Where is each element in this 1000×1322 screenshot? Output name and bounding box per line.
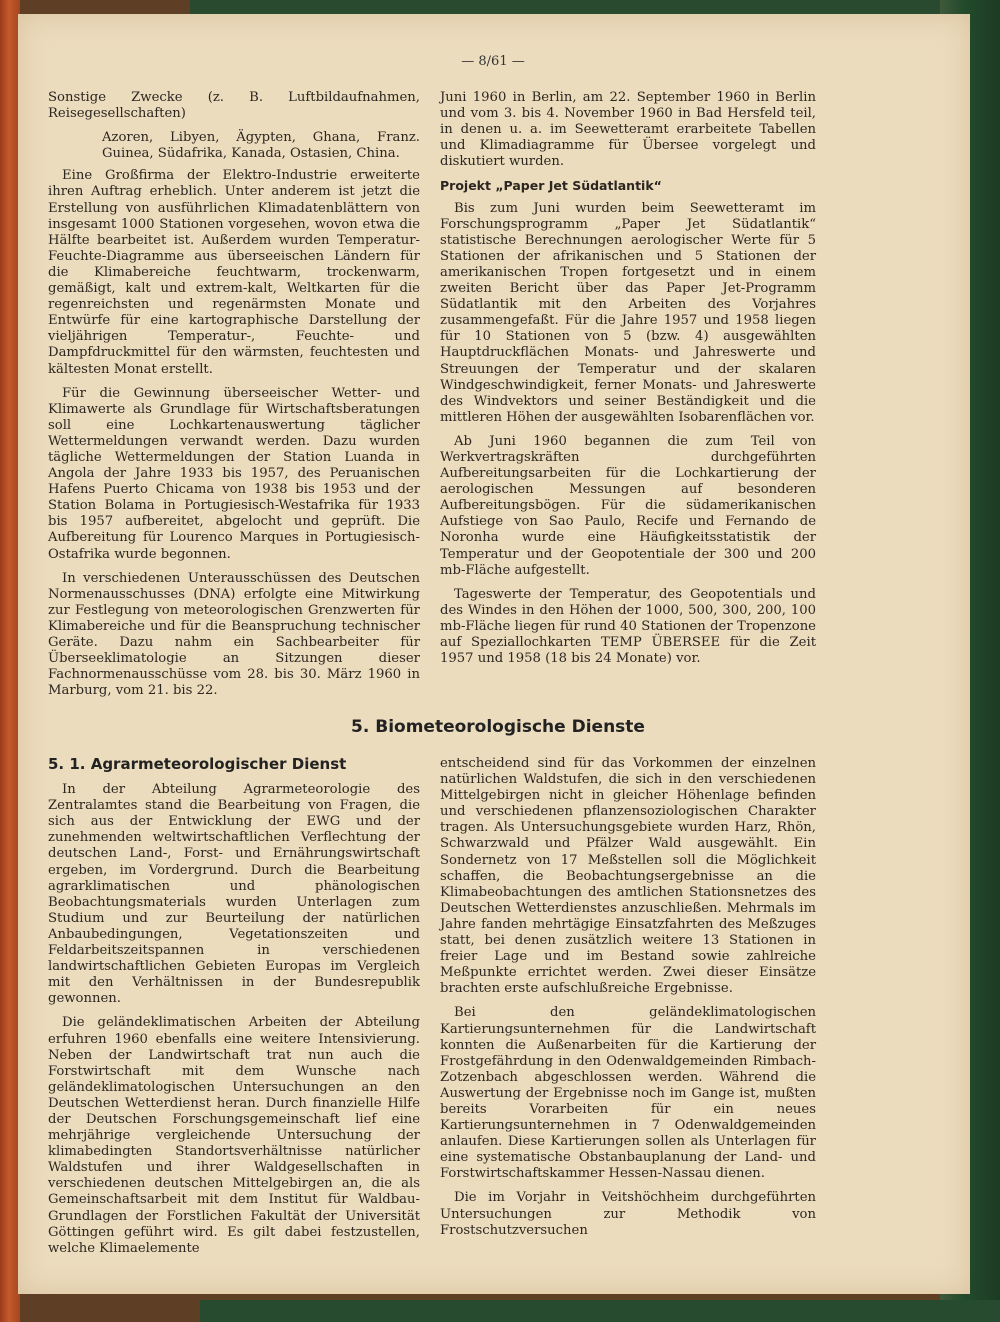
paragraph: Bei den geländeklimatologischen Kartierungsunternehmen für die Landwirtschaft konnten die Außenarbeiten für die Kartierung der Frostgefährdung in den Odenwaldgemeinden Rimbach-Zotzenbach abgeschlossen werden. Während die Auswertung der Ergebnisse noch im Gange ist, mußten bereits Vorarbeiten für ein neues Kartierungsunternehmen in 7 Odenwaldgemeinden anlaufen. Diese Kartierungen sollen als Unterlagen für eine systematische Obstanbauplanung der Land- und Forstwirtschaftskammer Hessen-Nassau dienen.	[440, 1005, 816, 1182]
page-number: — 8/61 —	[461, 54, 525, 69]
paragraph: Eine Großfirma der Elektro-Industrie erweiterte ihren Auftrag erheblich. Unter anderem ist jetzt die Erstellung von ausführlichen Klimadatenblättern von insgesamt 1000 Stationen vorgesehen, wovon etwa die Hälfte bearbeitet ist. Außerdem wurden Temperatur-Feuchte-Diagramme aus überseeischen Ländern für die Klimabereiche feuchtwarm, trockenwarm, gemäßigt, kalt und extrem-kalt, Weltkarten für die regenreichsten und regenärmsten Monate und Entwürfe für eine kartographische Darstellung der vieljährigen Temperatur-, Feuchte- und Dampfdruckmittel für den wärmsten, feuchtesten und kältesten Monat erstellt.	[48, 168, 420, 377]
paragraph: Die im Vorjahr in Veitshöchheim durchgeführten Untersuchungen zur Methodik von Frostschutzversuchen	[440, 1190, 816, 1238]
document-page	[18, 14, 970, 1294]
left-page-edge	[0, 0, 20, 1322]
subsection-heading: 5. 1. Agrarmeteorologischer Dienst	[48, 755, 347, 773]
upper-left-column	[48, 90, 420, 707]
paragraph: Tageswerte der Temperatur, des Geopotentials und des Windes in den Höhen der 1000, 500, 300, 200, 100 mb-Fläche liegen für rund 40 Stationen der Tropenzone auf Speziallochkarten TEMP ÜBERSEE für die Zeit 1957 und 1958 (18 bis 24 Monate) vor.	[440, 586, 816, 667]
paragraph: Juni 1960 in Berlin, am 22. September 1960 in Berlin und vom 3. bis 4. November 1960 in Bad Hersfeld teil, in denen u. a. im Seewetteramt erarbeitete Tabellen und Klimadiagramme für Übersee vorgelegt und diskutiert wurden.	[440, 90, 816, 170]
binding-bottom	[200, 1300, 1000, 1322]
upper-right-column	[440, 90, 816, 675]
lower-left-column	[48, 756, 420, 1265]
paragraph: Die geländeklimatischen Arbeiten der Abteilung erfuhren 1960 ebenfalls eine weitere Intensivierung. Neben der Landwirtschaft trat nun auch die Forstwirtschaft mit dem Wunsche nach geländeklimatologischen Untersuchungen an den Deutschen Wetterdienst heran. Durch finanzielle Hilfe der Deutschen Forschungsgemeinschaft lief eine mehrjährige vergleichende Untersuchung der klimabedingten Standortsverhältnisse natürlicher Waldstufen und ihrer Waldgesellschaften in verschiedenen deutschen Mittelgebirgen an, die als Gemeinschaftsarbeit mit dem Institut für Waldbau-Grundlagen der Forstlichen Fakultät der Universität Göttingen geführt wird. Es gilt dabei festzustellen, welche Klimaelemente	[48, 1015, 420, 1256]
paragraph: entscheidend sind für das Vorkommen der einzelnen natürlichen Waldstufen, die sich in den verschiedenen Mittelgebirgen nicht in gleicher Höhenlage befinden und verschiedenen pflanzensoziologischen Charakter tragen. Als Untersuchungsgebiete wurden Harz, Rhön, Schwarzwald und Pfälzer Wald ausgewählt. Ein Sondernetz von 17 Meßstellen soll die Möglichkeit schaffen, die Beobachtungsergebnisse an die Klimabeobachtungen des amtlichen Stationsnetzes des Deutschen Wetterdienstes anzuschließen. Mehrmals im Jahre fanden mehrtägige Einsatzfahrten des Meßzuges statt, bei denen zusätzlich weitere 13 Stationen in freier Lage und im Bestand sowie zahlreiche Meßpunkte errichtet werden. Zwei dieser Einsätze brachten erste aufschlußreiche Ergebnisse.	[440, 756, 816, 997]
chapter-title: 5. Biometeorologische Dienste	[351, 717, 645, 737]
paragraph: In der Abteilung Agrarmeteorologie des Zentralamtes stand die Bearbeitung von Fragen, die sich aus der Entwicklung der EWG und der zunehmenden weltwirtschaftlichen Verflechtung der deutschen Land-, Forst- und Ernährungswirtschaft ergeben, im Vordergrund. Durch die Bearbeitung agrarklimatischen und phänologischen Beobachtungsmaterials wurden Unterlagen zum Studium und zur Beurteilung der natürlichen Anbaubedingungen, Vegetationszeiten und Feldarbeitszeitspannen in verschiedenen landwirtschaftlichen Gebieten Europas im Vergleich mit den Verhältnissen in der Bundesrepublik gewonnen.	[48, 782, 420, 1007]
country-list: Azoren, Libyen, Ägypten, Ghana, Franz. Guinea, Südafrika, Kanada, Ostasien, China.	[102, 130, 420, 162]
paragraph: Für die Gewinnung überseeischer Wetter- und Klimawerte als Grundlage für Wirtschaftsberatungen soll eine Lochkartenauswertung täglicher Wettermeldungen verwandt werden. Dazu wurden tägliche Wettermeldungen der Station Luanda in Angola der Jahre 1933 bis 1957, des Peruanischen Hafens Puerto Chicama von 1938 bis 1953 und der Station Bolama in Portugiesisch-Westafrika für 1933 bis 1957 aufbereitet, abgelocht und geprüft. Die Aufbereitung für Lourenco Marques in Portugiesisch-Ostafrika wurde begonnen.	[48, 385, 420, 562]
section-heading: Projekt „Paper Jet Südatlantik“	[440, 178, 662, 194]
paragraph: Sonstige Zwecke (z. B. Luftbildaufnahmen, Reisegesellschaften)	[48, 90, 420, 122]
paragraph: Bis zum Juni wurden beim Seewetteramt im Forschungsprogramm „Paper Jet Südatlantik“ statistische Berechnungen aerologischer Werte für 5 Stationen der afrikanischen und 5 Stationen der amerikanischen Tropen fortgesetzt und in einem zweiten Bericht über das Paper Jet-Programm Südatlantik mit den Arbeiten des Vorjahres zusammengefaßt. Für die Jahre 1957 und 1958 liegen für 10 Stationen von 5 (bzw. 4) ausgewählten Hauptdruckflächen Monats- und Jahreswerte und Streuungen der Temperatur und der skalaren Windgeschwindigkeit, ferner Monats- und Jahreswerte des Windvektors und seiner Beständigkeit und die mittleren Höhen der ausgewählten Isobarenflächen vor.	[440, 200, 816, 425]
lower-right-column	[440, 756, 816, 1247]
paragraph: In verschiedenen Unterausschüssen des Deutschen Normenausschusses (DNA) erfolgte eine Mitwirkung zur Festlegung von meteorologischen Grenzwerten für Klimabereiche und für die Beanspruchung technischer Geräte. Dazu nahm ein Sachbearbeiter für Überseeklimatologie an Sitzungen dieser Fachnormenausschüsse vom 28. bis 30. März 1960 in Marburg, vom 21. bis 22.	[48, 570, 420, 699]
paragraph: Ab Juni 1960 begannen die zum Teil von Werkvertragskräften durchgeführten Aufbereitungsarbeiten für die Lochkartierung der aerologischen Messungen auf besonderen Aufbereitungsbögen. Für die südamerikanischen Aufstiege von Sao Paulo, Recife und Fernando de Noronha wurde eine Häufigkeitsstatistik der Temperatur und der Geopotentiale der 300 und 200 mb-Fläche aufgestellt.	[440, 433, 816, 578]
